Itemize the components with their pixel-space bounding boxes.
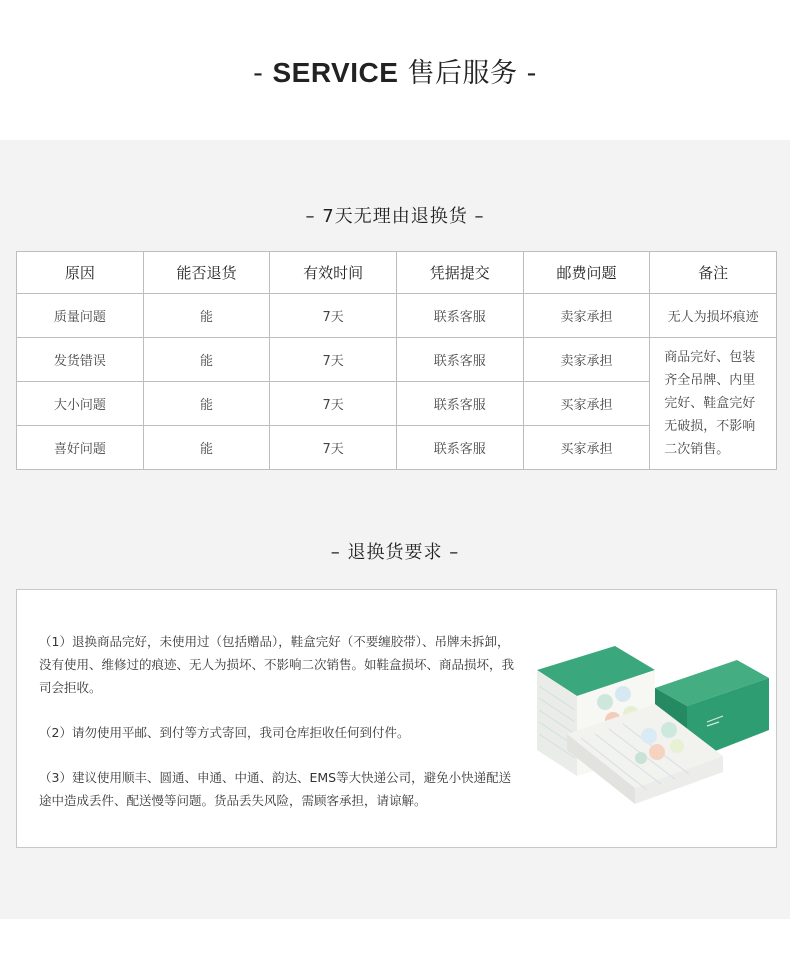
table-cell: 能 [143, 382, 270, 426]
column-header: 原因 [17, 252, 144, 294]
table-cell: 质量问题 [17, 294, 144, 338]
column-header: 备注 [650, 252, 777, 294]
table-cell: 买家承担 [523, 382, 650, 426]
requirements-text [39, 630, 519, 834]
table-cell: 发货错误 [17, 338, 144, 382]
shoe-box-image [537, 626, 769, 818]
requirements-title: – 退换货要求 – [330, 542, 460, 563]
table-cell: 7天 [270, 338, 397, 382]
requirement-item: （2）请勿使用平邮、到付等方式寄回，我司仓库拒收任何到付件。 [39, 725, 410, 740]
requirement-item: （1）退换商品完好，未使用过（包括赠品），鞋盒完好（不要缠胶带）、吊牌未拆卸，没有使用、维修过的痕迹、无人为损坏、不影响二次销售。如鞋盒损坏、商品损坏，我司会拒收。 [39, 634, 515, 695]
table-cell: 卖家承担 [523, 294, 650, 338]
table-cell: 联系客服 [396, 382, 523, 426]
column-header: 邮费问题 [523, 252, 650, 294]
page-header [0, 0, 790, 140]
column-header: 有效时间 [270, 252, 397, 294]
table-cell: 能 [143, 426, 270, 470]
table-cell: 7天 [270, 294, 397, 338]
title-chinese: 售后服务 - [398, 57, 537, 89]
table-row [17, 338, 777, 382]
note-cell: 无人为损坏痕迹 [650, 294, 777, 338]
table-cell: 能 [143, 338, 270, 382]
table-cell: 联系客服 [396, 338, 523, 382]
return-policy-title: – 7天无理由退换货 – [305, 206, 485, 227]
table-cell: 7天 [270, 426, 397, 470]
table-row [17, 294, 777, 338]
column-header: 凭据提交 [396, 252, 523, 294]
table-cell: 买家承担 [523, 426, 650, 470]
footer-spacer [0, 919, 790, 961]
table-cell: 联系客服 [396, 426, 523, 470]
title-prefix: - [253, 57, 273, 89]
table-cell: 喜好问题 [17, 426, 144, 470]
table-cell: 7天 [270, 382, 397, 426]
table-cell: 能 [143, 294, 270, 338]
table-header-row [17, 252, 777, 294]
requirement-item: （3）建议使用顺丰、圆通、申通、中通、韵达、EMS等大快递公司，避免小快递配送途中造成丢件、配送慢等问题。货品丢失风险，需顾客承担，请谅解。 [39, 770, 512, 808]
note-cell-merged: 商品完好、包装齐全吊牌、内里完好、鞋盒完好无破损，不影响二次销售。 [650, 338, 777, 470]
table-cell: 卖家承担 [523, 338, 650, 382]
requirements-box [16, 589, 777, 848]
service-table [16, 251, 777, 470]
table-cell: 大小问题 [17, 382, 144, 426]
table-cell: 联系客服 [396, 294, 523, 338]
title-english: SERVICE [272, 56, 399, 88]
page-title [253, 51, 537, 90]
column-header: 能否退货 [143, 252, 270, 294]
